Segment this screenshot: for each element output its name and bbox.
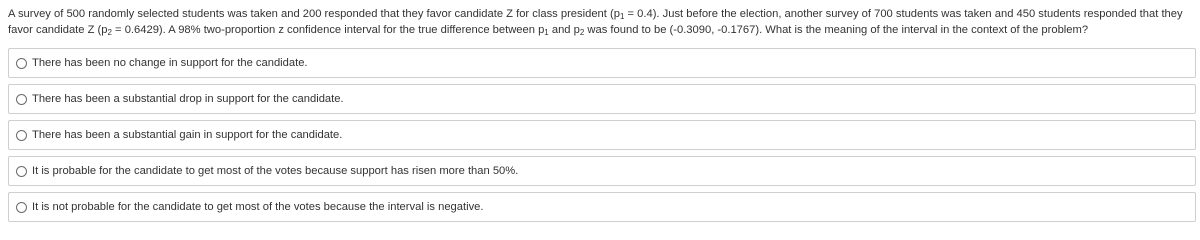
question-text-part: and p bbox=[548, 24, 580, 36]
answer-options bbox=[8, 48, 1196, 228]
subscript: 2 bbox=[579, 28, 585, 37]
question-text-part: A survey of 500 randomly selected students was taken and 200 responded that they favor candidate Z for class president (p bbox=[8, 8, 620, 20]
answer-option-label: It is not probable for the candidate to get most of the votes because the interval is negative. bbox=[32, 201, 484, 213]
radio-button[interactable] bbox=[16, 58, 27, 69]
radio-button[interactable] bbox=[16, 166, 27, 177]
answer-option-4[interactable] bbox=[8, 156, 1196, 186]
radio-button[interactable] bbox=[16, 202, 27, 213]
question-text-part: was found to be (-0.3090, -0.1767). What is the meaning of the interval in the context of the problem? bbox=[584, 24, 1089, 36]
radio-button[interactable] bbox=[16, 130, 27, 141]
answer-option-label: There has been no change in support for the candidate. bbox=[32, 57, 308, 69]
question-text-part: = 0.4). Just before the election, another survey of 700 students was taken and 450 students responded that they favor candidate Z (p bbox=[8, 8, 1183, 36]
answer-option-label: It is probable for the candidate to get most of the votes because support has risen more than 50%. bbox=[32, 165, 519, 177]
answer-option-5[interactable] bbox=[8, 192, 1196, 222]
question-text bbox=[8, 6, 1196, 38]
answer-option-3[interactable] bbox=[8, 120, 1196, 150]
subscript: 2 bbox=[107, 28, 112, 37]
answer-option-1[interactable] bbox=[8, 48, 1196, 78]
answer-option-label: There has been a substantial gain in support for the candidate. bbox=[32, 129, 343, 141]
subscript: 1 bbox=[544, 28, 549, 37]
radio-button[interactable] bbox=[16, 94, 27, 105]
answer-option-2[interactable] bbox=[8, 84, 1196, 114]
subscript: 1 bbox=[619, 12, 625, 21]
answer-option-label: There has been a substantial drop in support for the candidate. bbox=[32, 93, 344, 105]
question-text-part: = 0.6429). A 98% two-proportion z confidence interval for the true difference between p bbox=[111, 24, 545, 36]
